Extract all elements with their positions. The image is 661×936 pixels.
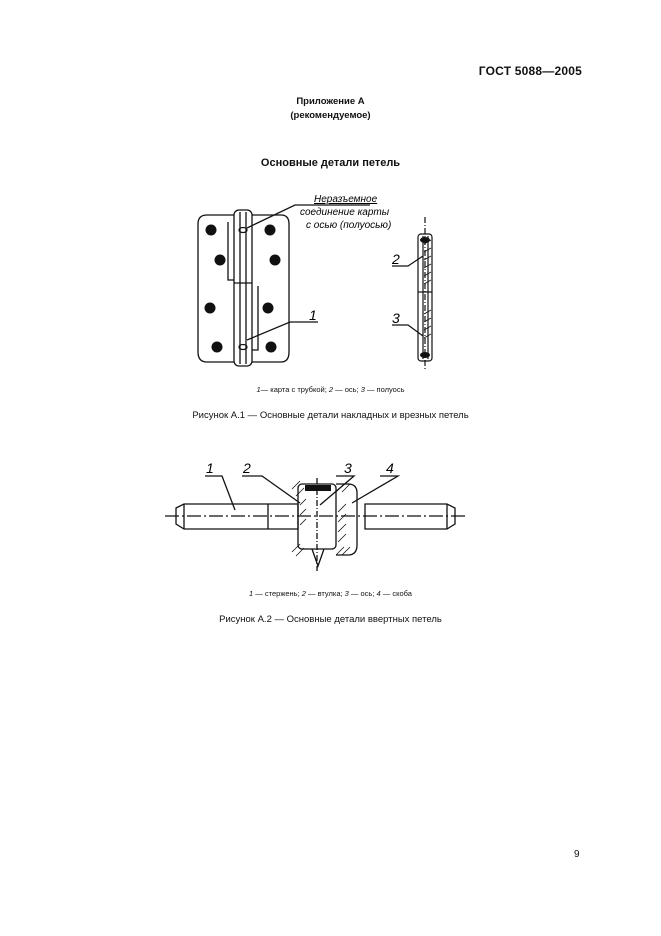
section-title: Основные детали петель — [260, 157, 401, 169]
callout-2-leader-a2 — [242, 476, 300, 503]
figure1-callout-3: 3 — [392, 310, 400, 326]
pin-tip — [312, 549, 324, 566]
figure1-callout-2: 2 — [392, 251, 400, 267]
figure2-callout-3: 3 — [344, 460, 352, 476]
figure1-callout-1: 1 — [309, 307, 317, 323]
annotation-line-1: Неразъемное — [314, 194, 378, 205]
document-header: ГОСТ 5088—2005 — [478, 64, 582, 78]
figure2-legend: 1 — стержень; 2 — втулка; 3 — ось; 4 — скоба — [249, 589, 412, 598]
screw-hole — [205, 303, 216, 314]
annotation-line-3: с осью (полуосью) — [306, 220, 392, 231]
callout-1-leader-a2 — [205, 476, 235, 510]
figure2-callout-4: 4 — [386, 460, 394, 476]
screw-hole — [266, 342, 277, 353]
annotation-line-2: соединение карты — [300, 207, 390, 218]
callout-4-leader-a2 — [352, 476, 398, 503]
screw-hole — [206, 225, 217, 236]
screw-hole — [263, 303, 274, 314]
hinge-knuckle — [234, 210, 252, 366]
appendix-status: (рекомендуемое) — [290, 110, 371, 121]
page-number: 9 — [574, 849, 580, 860]
figure2-caption: Рисунок А.2 — Основные детали ввертных петель — [219, 614, 442, 625]
figure1-legend: 1— карта с трубкой; 2 — ось; 3 — полуось — [256, 385, 405, 394]
figure1-caption: Рисунок А.1 — Основные детали накладных и врезных петель — [192, 410, 469, 421]
screw-hole — [270, 255, 281, 266]
screw-hole — [212, 342, 223, 353]
screw-hole — [265, 225, 276, 236]
figure2-callout-1: 1 — [206, 460, 214, 476]
appendix-title: Приложение А — [296, 96, 365, 107]
bracket — [336, 484, 357, 555]
figure2-callout-2: 2 — [243, 460, 251, 476]
screw-hole — [215, 255, 226, 266]
